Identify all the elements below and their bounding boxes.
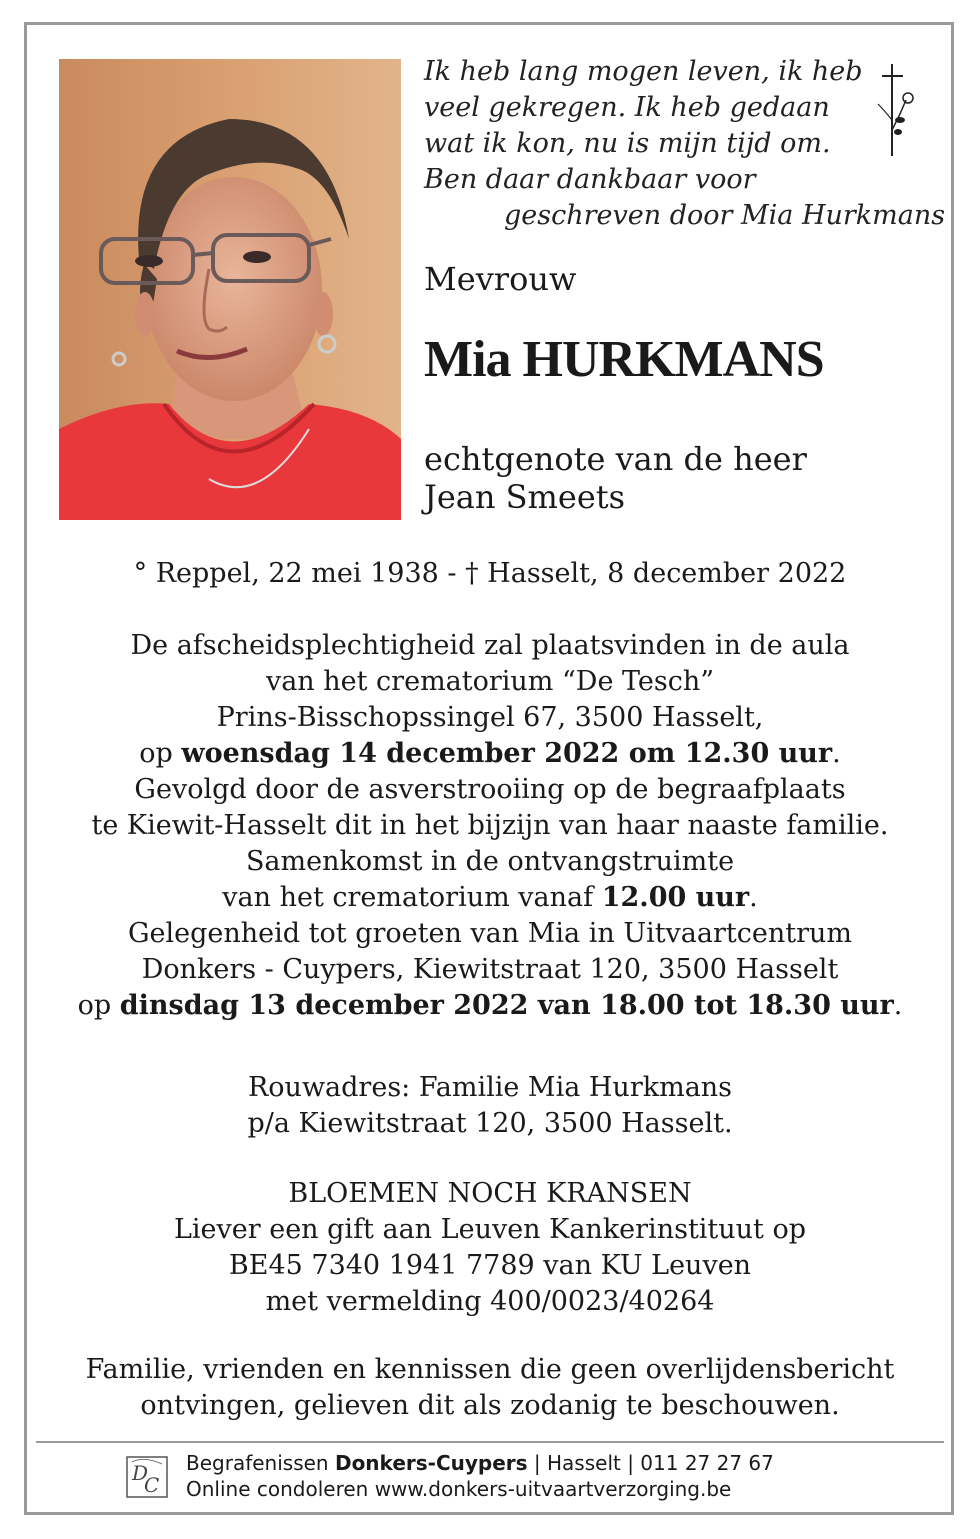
poem-line: Ben daar dankbaar voor: [424, 164, 756, 195]
poem-line: Ik heb lang mogen leven, ik heb: [424, 56, 863, 87]
condolence-link[interactable]: Online condoleren www.donkers-uitvaartverzorging.be: [186, 1477, 732, 1501]
ceremony-details: [30, 628, 950, 1024]
text: Begrafenissen: [186, 1451, 335, 1475]
spouse-line: echtgenote van de heer: [424, 440, 807, 478]
visitation-date: dinsdag 13 december 2022 van 18.00 tot 18.30 uur: [119, 990, 894, 1021]
text: op: [77, 990, 120, 1021]
ceremony-line: Prins-Bisschopssingel 67, 3500 Hasselt,: [216, 702, 764, 733]
reception-time: 12.00 uur: [601, 882, 750, 913]
svg-text:C: C: [144, 1473, 160, 1497]
company-name: Donkers-Cuypers: [334, 1451, 528, 1475]
closing-notice: [30, 1352, 950, 1424]
ceremony-line: Gevolgd door de asverstrooiing op de begraafplaats: [134, 774, 846, 805]
text: van het crematorium vanaf: [222, 882, 602, 913]
poem-line: wat ik kon, nu is mijn tijd om.: [424, 128, 831, 159]
poem-line: veel gekregen. Ik heb gedaan: [424, 92, 830, 123]
ceremony-line: De afscheidsplechtigheid zal plaatsvinden in de aula: [130, 630, 850, 661]
flowers-notice: [30, 1176, 950, 1320]
text: .: [749, 882, 758, 913]
ceremony-line: [30, 736, 950, 772]
ceremony-line: Gelegenheid tot groeten van Mia in Uitvaartcentrum: [127, 918, 853, 949]
text: | Hasselt | 011 27 27 67: [527, 1451, 774, 1475]
flowers-line: BE45 7340 1941 7789 van KU Leuven: [228, 1250, 752, 1281]
donkers-cuypers-logo: [124, 1454, 170, 1500]
notice-line: Familie, vrienden en kennissen die geen overlijdensbericht: [85, 1354, 895, 1385]
ceremony-line: te Kiewit-Hasselt dit in het bijzijn van haar naaste familie.: [91, 810, 889, 841]
flowers-heading: BLOEMEN NOCH KRANSEN: [288, 1178, 692, 1209]
salutation: Mevrouw: [424, 260, 577, 298]
life-dates: [30, 556, 950, 592]
poem: [424, 54, 946, 234]
mourning-address: [30, 1070, 950, 1142]
footer-line: [186, 1450, 774, 1476]
ceremony-line: [30, 988, 950, 1024]
spouse-name: Jean Smeets: [424, 478, 626, 516]
ceremony-line: van het crematorium “De Tesch”: [265, 666, 715, 697]
flowers-line: met vermelding 400/0023/40264: [265, 1286, 715, 1317]
address-line: p/a Kiewitstraat 120, 3500 Hasselt.: [247, 1108, 733, 1139]
address-line: Rouwadres: Familie Mia Hurkmans: [247, 1072, 733, 1103]
footer: [186, 1450, 774, 1502]
spouse-info: [424, 440, 807, 516]
portrait-photo: [59, 59, 401, 520]
ceremony-line: [30, 880, 950, 916]
svg-text:D: D: [132, 1461, 149, 1485]
flowers-line: Liever een gift aan Leuven Kankerinstituut op: [173, 1214, 807, 1245]
ceremony-date: woensdag 14 december 2022 om 12.30 uur: [181, 738, 833, 769]
dates-text: ° Reppel, 22 mei 1938 - † Hasselt, 8 december 2022: [133, 558, 847, 589]
ceremony-line: Samenkomst in de ontvangstruimte: [245, 846, 735, 877]
text: .: [832, 738, 841, 769]
poem-attribution: geschreven door Mia Hurkmans: [504, 200, 946, 231]
footer-divider: [36, 1441, 944, 1443]
cross-with-flower-icon: [872, 60, 922, 160]
text: .: [893, 990, 903, 1021]
deceased-name: Mia HURKMANS: [424, 331, 824, 388]
notice-line: ontvingen, gelieven dit als zodanig te beschouwen.: [140, 1390, 840, 1421]
text: op: [139, 738, 182, 769]
ceremony-line: Donkers - Cuypers, Kiewitstraat 120, 3500 Hasselt: [141, 954, 839, 985]
